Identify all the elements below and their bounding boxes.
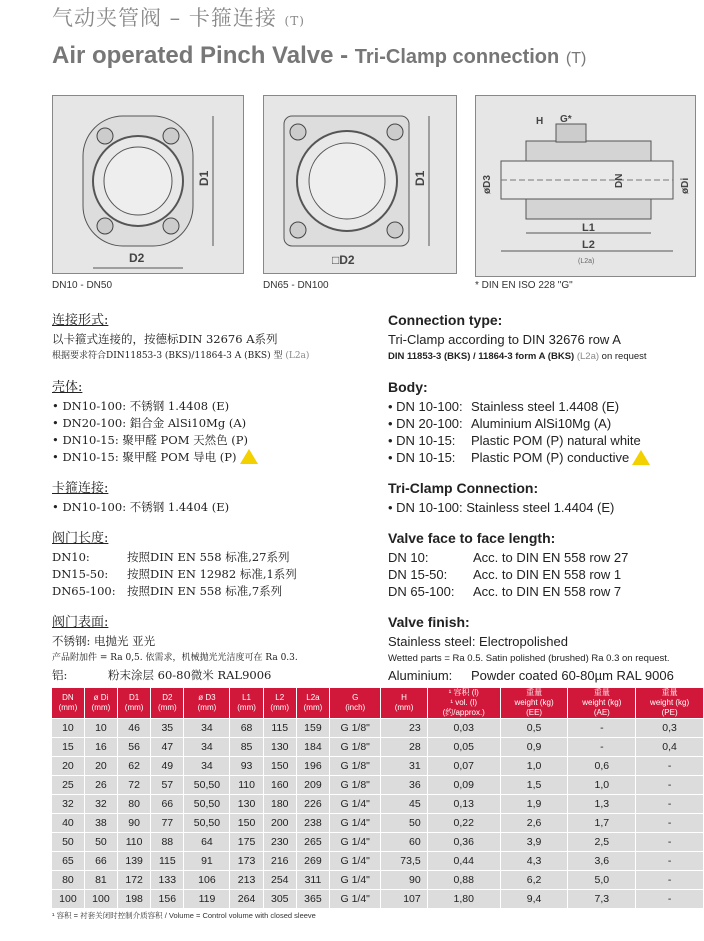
- drawing-section: [475, 95, 696, 277]
- table-cell: 66: [151, 795, 184, 814]
- column-header-line: D1: [129, 693, 140, 702]
- table-cell: 0,13: [427, 795, 500, 814]
- table-cell: 0,88: [427, 871, 500, 890]
- table-cell: 0,05: [427, 738, 500, 757]
- column-header-line: 重量: [526, 688, 543, 697]
- table-cell: 93: [230, 757, 263, 776]
- table-cell: 106: [184, 871, 230, 890]
- table-cell: 9,4: [500, 890, 568, 909]
- chinese-title: 气动夹管阀 – 卡箍连接 (T): [52, 6, 305, 30]
- dimensions-table: [52, 688, 704, 908]
- table-cell: 23: [381, 719, 427, 738]
- table-cell: 2,5: [568, 833, 636, 852]
- table-cell: 0,6: [568, 757, 636, 776]
- column-header-line: (mm): [197, 703, 217, 712]
- column-header-line: (mm): [91, 703, 111, 712]
- cn-text: (L2a): [285, 351, 310, 361]
- section-drawing: [476, 96, 695, 276]
- table-row: [52, 795, 704, 814]
- en-text: Stainless steel 1.4408 (E): [471, 399, 620, 414]
- table-cell: 226: [296, 795, 329, 814]
- table-cell: 175: [230, 833, 263, 852]
- en-text: (L2a): [576, 351, 600, 362]
- table-cell: 50: [84, 833, 117, 852]
- table-cell: 200: [263, 814, 296, 833]
- column-header-line: (mm): [270, 703, 290, 712]
- column-header-line: L1: [242, 693, 252, 702]
- table-cell: 64: [184, 833, 230, 852]
- cn-text: 按照DIN EN 12982 标准,1系列: [127, 567, 297, 581]
- table-cell: 0,44: [427, 852, 500, 871]
- table-cell: 172: [118, 871, 151, 890]
- table-cell: 16: [84, 738, 117, 757]
- english-specs: [388, 312, 704, 684]
- table-cell: -: [636, 814, 704, 833]
- en-text: Tri-Clamp according to DIN 32676 row A: [388, 332, 621, 347]
- table-cell: G 1/4": [330, 890, 381, 909]
- en-text: Wetted parts = Ra 0.5. Satin polished (brushed) Ra 0.3 on request.: [388, 653, 670, 664]
- svg-text:G*: G*: [560, 114, 572, 125]
- drawing-dn65-100: [263, 95, 457, 274]
- table-cell: -: [636, 871, 704, 890]
- table-cell: 110: [118, 833, 151, 852]
- cn-text: DN65-100:: [52, 584, 116, 598]
- table-cell: 80: [118, 795, 151, 814]
- square-flange-drawing: [264, 96, 456, 273]
- column-header-line: (mm): [58, 703, 78, 712]
- table-cell: 34: [184, 757, 230, 776]
- column-header-line: 重量: [661, 688, 678, 697]
- column-header: [52, 688, 84, 719]
- table-cell: G 1/4": [330, 852, 381, 871]
- table-cell: -: [568, 738, 636, 757]
- table-cell: 4,3: [500, 852, 568, 871]
- table-cell: 2,6: [500, 814, 568, 833]
- table-row: [52, 719, 704, 738]
- cn-heading: 壳体:: [52, 380, 83, 395]
- table-cell: 20: [52, 757, 84, 776]
- en-text: Stainless steel: Electropolished: [388, 634, 568, 649]
- table-cell: 72: [118, 776, 151, 795]
- table-cell: 196: [296, 757, 329, 776]
- table-cell: 0,03: [427, 719, 500, 738]
- table-cell: 32: [84, 795, 117, 814]
- column-header-line: (约/approx.): [442, 708, 485, 717]
- table-cell: 139: [118, 852, 151, 871]
- cn-text: 产品附加件 = Ra 0,5. 依需求，机械抛光光洁度可在 Ra 0.3.: [52, 653, 298, 663]
- svg-text:D1: D1: [197, 170, 211, 186]
- table-cell: G 1/8": [330, 776, 381, 795]
- column-header: [151, 688, 184, 719]
- ex-warning-icon: [632, 450, 650, 465]
- table-cell: -: [636, 757, 704, 776]
- table-cell: 230: [263, 833, 296, 852]
- column-header-line: (mm): [157, 703, 177, 712]
- table-cell: 35: [151, 719, 184, 738]
- table-cell: 0,5: [500, 719, 568, 738]
- table-cell: 107: [381, 890, 427, 909]
- table-cell: 0,3: [636, 719, 704, 738]
- cn-heading: 阀门长度:: [52, 531, 109, 546]
- table-cell: 150: [230, 814, 263, 833]
- table-cell: 1,0: [568, 776, 636, 795]
- column-header: [118, 688, 151, 719]
- table-cell: -: [568, 719, 636, 738]
- table-cell: 26: [84, 776, 117, 795]
- cn-text: 根据要求符合DIN11853-3 (BKS)/11864-3 A (BKS) 型: [52, 351, 283, 361]
- table-cell: 130: [230, 795, 263, 814]
- drawing-caption: * DIN EN ISO 228 "G": [475, 280, 573, 291]
- table-cell: 216: [263, 852, 296, 871]
- cn-text: 按照DIN EN 558 标准,27系列: [127, 550, 290, 564]
- en-text: Plastic POM (P) natural white: [471, 433, 641, 448]
- table-row: [52, 871, 704, 890]
- en-text: DIN 11853-3 (BKS) / 11864-3 form A (BKS): [388, 351, 575, 362]
- table-cell: -: [636, 852, 704, 871]
- column-header-line: ø Di: [93, 693, 109, 702]
- table-cell: 34: [184, 719, 230, 738]
- table-cell: 81: [84, 871, 117, 890]
- svg-text:L1: L1: [582, 222, 595, 234]
- table-cell: 110: [230, 776, 263, 795]
- en-text: Aluminium AlSi10Mg (A): [471, 416, 612, 431]
- table-cell: -: [636, 890, 704, 909]
- drawing-dn10-50: [52, 95, 244, 274]
- table-cell: -: [636, 795, 704, 814]
- table-cell: 10: [52, 719, 84, 738]
- table-cell: 150: [263, 757, 296, 776]
- table-cell: 3,6: [568, 852, 636, 871]
- en-text: Plastic POM (P) conductive: [471, 450, 630, 465]
- table-cell: 198: [118, 890, 151, 909]
- table-cell: 213: [230, 871, 263, 890]
- table-cell: 36: [381, 776, 427, 795]
- svg-text:DN: DN: [614, 173, 625, 188]
- drawing-caption: DN10 - DN50: [52, 280, 113, 291]
- column-header-line: ¹ vol. (l): [450, 698, 478, 707]
- table-cell: 34: [184, 738, 230, 757]
- svg-text:øD3: øD3: [482, 175, 493, 194]
- table-cell: 115: [151, 852, 184, 871]
- en-text: • DN 20-100:: [388, 416, 463, 431]
- column-header-line: G: [352, 693, 359, 702]
- column-header-line: (AE): [593, 708, 610, 717]
- column-header-line: (mm): [303, 703, 323, 712]
- table-cell: 56: [118, 738, 151, 757]
- en-text: Acc. to DIN EN 558 row 27: [473, 550, 629, 565]
- table-cell: 50,50: [184, 814, 230, 833]
- en-text: DN 15-50:: [388, 567, 448, 582]
- table-cell: 184: [296, 738, 329, 757]
- ex-warning-icon: [240, 449, 258, 464]
- table-cell: -: [636, 833, 704, 852]
- table-cell: 57: [151, 776, 184, 795]
- table-cell: 85: [230, 738, 263, 757]
- svg-text:D2: D2: [129, 251, 145, 265]
- column-header-line: 重量: [593, 688, 610, 697]
- svg-text:H: H: [536, 116, 544, 127]
- svg-text:øDi: øDi: [680, 177, 691, 194]
- table-cell: 365: [296, 890, 329, 909]
- table-cell: G 1/8": [330, 738, 381, 757]
- table-cell: 209: [296, 776, 329, 795]
- table-cell: 3,9: [500, 833, 568, 852]
- table-cell: G 1/4": [330, 871, 381, 890]
- table-cell: 6,2: [500, 871, 568, 890]
- column-header-line: ø D3: [198, 693, 216, 702]
- column-header: [84, 688, 117, 719]
- column-header: [568, 688, 636, 719]
- en-text: • DN 10-15:: [388, 433, 456, 448]
- en-text: Acc. to DIN EN 558 row 7: [473, 584, 622, 599]
- table-row: [52, 738, 704, 757]
- table-cell: 32: [52, 795, 84, 814]
- cn-text: 铝:: [52, 668, 68, 682]
- cn-text: 不锈钢: 电抛光 亚光: [52, 634, 156, 648]
- table-cell: 62: [118, 757, 151, 776]
- drawing-caption: DN65 - DN100: [263, 280, 329, 291]
- table-cell: 47: [151, 738, 184, 757]
- chinese-specs: [52, 312, 382, 684]
- table-cell: 66: [84, 852, 117, 871]
- column-header-line: (inch): [345, 703, 366, 712]
- table-cell: 45: [381, 795, 427, 814]
- table-cell: 38: [84, 814, 117, 833]
- column-header: [230, 688, 263, 719]
- table-cell: 264: [230, 890, 263, 909]
- cn-text: • DN10-15: 聚甲醛 POM 天然色 (P): [52, 433, 249, 447]
- table-cell: 254: [263, 871, 296, 890]
- table-cell: G 1/4": [330, 814, 381, 833]
- cn-text: 粉末涂层 60-80微米 RAL9006: [108, 668, 272, 682]
- round-flange-drawing: [53, 96, 243, 273]
- table-cell: 50: [52, 833, 84, 852]
- svg-text:D1: D1: [413, 170, 427, 186]
- column-header: [500, 688, 568, 719]
- table-cell: 68: [230, 719, 263, 738]
- table-cell: 46: [118, 719, 151, 738]
- table-cell: 159: [296, 719, 329, 738]
- table-row: [52, 890, 704, 909]
- table-cell: 1,7: [568, 814, 636, 833]
- table-cell: 40: [52, 814, 84, 833]
- en-text: DN 10:: [388, 550, 429, 565]
- table-cell: 156: [151, 890, 184, 909]
- en-text: DN 65-100:: [388, 584, 455, 599]
- table-cell: 100: [84, 890, 117, 909]
- table-cell: 1,5: [500, 776, 568, 795]
- table-cell: G 1/4": [330, 833, 381, 852]
- table-cell: 238: [296, 814, 329, 833]
- cn-text: DN15-50:: [52, 567, 109, 581]
- en-text: Aluminium:: [388, 668, 453, 683]
- svg-text:□D2: □D2: [332, 253, 355, 267]
- table-cell: 130: [263, 738, 296, 757]
- table-cell: 160: [263, 776, 296, 795]
- table-row: [52, 814, 704, 833]
- table-cell: 10: [84, 719, 117, 738]
- column-header: [184, 688, 230, 719]
- table-cell: 269: [296, 852, 329, 871]
- table-cell: 90: [381, 871, 427, 890]
- svg-text:(L2a): (L2a): [578, 258, 595, 265]
- column-header: [263, 688, 296, 719]
- en-heading: Tri-Clamp Connection:: [388, 480, 539, 496]
- column-header: [296, 688, 329, 719]
- table-cell: 265: [296, 833, 329, 852]
- table-cell: 25: [52, 776, 84, 795]
- table-cell: 1,9: [500, 795, 568, 814]
- column-header: [636, 688, 704, 719]
- en-heading: Body:: [388, 379, 428, 395]
- en-text: Acc. to DIN EN 558 row 1: [473, 567, 622, 582]
- table-cell: 31: [381, 757, 427, 776]
- en-heading: Valve face to face length:: [388, 530, 556, 546]
- table-cell: 73,5: [381, 852, 427, 871]
- column-header-line: L2a: [306, 693, 320, 702]
- column-header-line: weight (kg): [650, 698, 690, 707]
- en-text: • DN 10-100: Stainless steel 1.4404 (E): [388, 500, 615, 515]
- english-title: Air operated Pinch Valve - Tri-Clamp connection (T): [52, 42, 587, 69]
- column-header-line: (mm): [394, 703, 414, 712]
- table-cell: 91: [184, 852, 230, 871]
- table-cell: G 1/8": [330, 757, 381, 776]
- table-cell: 1,0: [500, 757, 568, 776]
- column-header-line: (EE): [526, 708, 543, 717]
- en-text: • DN 10-15:: [388, 450, 456, 465]
- cn-text: • DN20-100: 鋁合金 AlSi10Mg (A): [52, 416, 247, 430]
- cn-text: DN10:: [52, 550, 90, 564]
- table-cell: 1,3: [568, 795, 636, 814]
- table-row: [52, 852, 704, 871]
- table-cell: 50,50: [184, 795, 230, 814]
- table-cell: 28: [381, 738, 427, 757]
- cn-heading: 连接形式:: [52, 313, 109, 328]
- column-header-line: (mm): [237, 703, 256, 712]
- en-text: Powder coated 60-80µm RAL 9006: [471, 668, 674, 683]
- table-cell: -: [636, 776, 704, 795]
- table-cell: 65: [52, 852, 84, 871]
- table-cell: 311: [296, 871, 329, 890]
- table-cell: 0,4: [636, 738, 704, 757]
- column-header-line: (mm): [124, 703, 144, 712]
- table-cell: 173: [230, 852, 263, 871]
- column-header-line: ¹ 容积 (l): [448, 688, 479, 697]
- table-cell: 90: [118, 814, 151, 833]
- cn-text: • DN10-100: 不锈钢 1.4404 (E): [52, 500, 230, 514]
- column-header-line: D2: [162, 693, 173, 702]
- table-cell: 77: [151, 814, 184, 833]
- table-row: [52, 833, 704, 852]
- table-cell: 0,36: [427, 833, 500, 852]
- table-cell: 80: [52, 871, 84, 890]
- column-header-line: weight (kg): [514, 698, 554, 707]
- column-header-line: L2: [275, 693, 285, 702]
- table-cell: 0,07: [427, 757, 500, 776]
- table-footnote: ¹ 容积 = 衬套关闭时控制介质容积 / Volume = Control volume with closed sleeve: [52, 911, 316, 920]
- column-header-line: H: [401, 693, 407, 702]
- cn-text: 按照DIN EN 558 标准,7系列: [127, 584, 283, 598]
- table-cell: 50,50: [184, 776, 230, 795]
- table-cell: 0,09: [427, 776, 500, 795]
- column-header: [330, 688, 381, 719]
- en-text: on request: [601, 351, 647, 362]
- en-text: • DN 10-100:: [388, 399, 463, 414]
- table-cell: 115: [263, 719, 296, 738]
- cn-text: 以卡箍式连接的，按德标DIN 32676 A系列: [52, 332, 278, 346]
- table-cell: 133: [151, 871, 184, 890]
- table-cell: G 1/8": [330, 719, 381, 738]
- table-cell: 180: [263, 795, 296, 814]
- table-header-row: [52, 688, 704, 719]
- en-heading: Valve finish:: [388, 614, 470, 630]
- table-cell: 0,22: [427, 814, 500, 833]
- table-cell: 49: [151, 757, 184, 776]
- table-row: [52, 776, 704, 795]
- svg-text:L2: L2: [582, 239, 595, 251]
- table-cell: 100: [52, 890, 84, 909]
- table-cell: 50: [381, 814, 427, 833]
- table-cell: 305: [263, 890, 296, 909]
- table-cell: 1,80: [427, 890, 500, 909]
- table-cell: 119: [184, 890, 230, 909]
- table-cell: 5,0: [568, 871, 636, 890]
- column-header-line: DN: [62, 693, 74, 702]
- en-heading: Connection type:: [388, 312, 503, 328]
- cn-heading: 阀门表面:: [52, 615, 109, 630]
- table-cell: 88: [151, 833, 184, 852]
- table-cell: 7,3: [568, 890, 636, 909]
- cn-heading: 卡箍连接:: [52, 481, 109, 496]
- column-header-line: weight (kg): [582, 698, 622, 707]
- column-header: [381, 688, 427, 719]
- table-cell: 20: [84, 757, 117, 776]
- table-row: [52, 757, 704, 776]
- cn-text: • DN10-15: 聚甲醛 POM 导电 (P): [52, 450, 237, 464]
- cn-text: • DN10-100: 不锈钢 1.4408 (E): [52, 399, 230, 413]
- column-header-line: (PE): [661, 708, 678, 717]
- table-cell: 0,9: [500, 738, 568, 757]
- column-header: [427, 688, 500, 719]
- table-cell: G 1/4": [330, 795, 381, 814]
- table-cell: 60: [381, 833, 427, 852]
- table-cell: 15: [52, 738, 84, 757]
